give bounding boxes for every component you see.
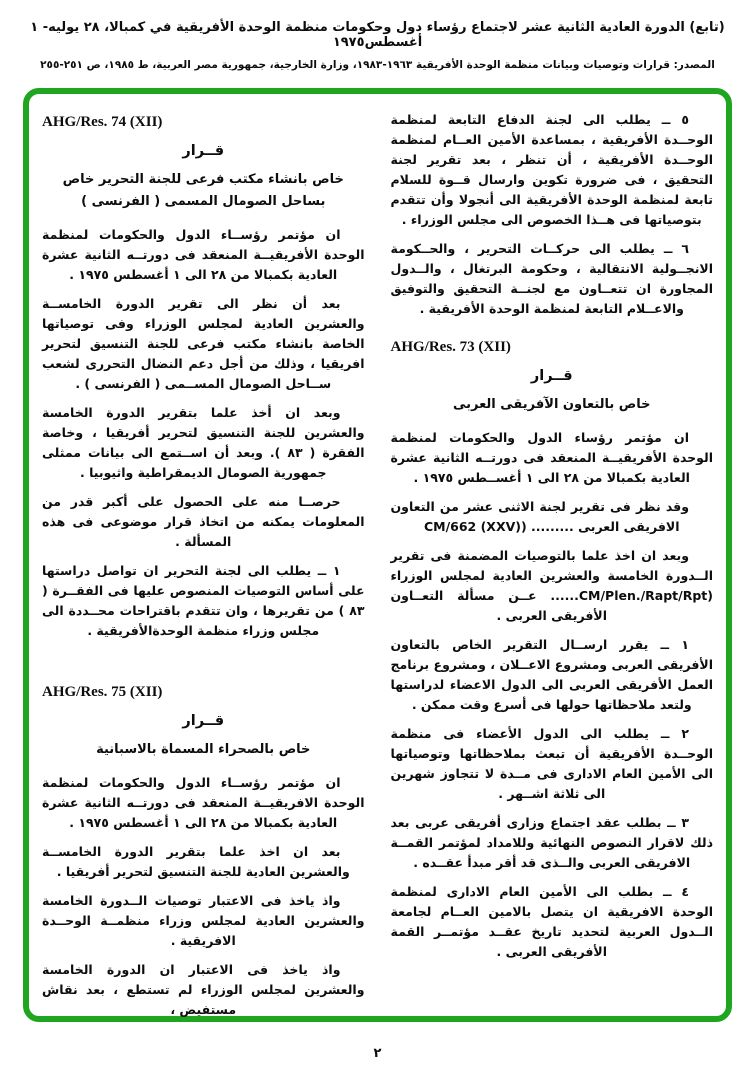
resolution-title-74: قــرار bbox=[182, 143, 225, 159]
page-footer bbox=[0, 1046, 755, 1061]
paragraph: وبعد ان أخذ علما بتقرير الدورة الخامسة والعشرين للجنة التنسيق لتحرير أفريقيا ، وخاصة الفقرة ( ٨٣ ). وبعد أن اســتمع الى بيانات ممثلى جمهورية الصومال الديمقراطية واثيوبيا . bbox=[42, 405, 365, 480]
section-spacer bbox=[42, 650, 365, 664]
page-number: ٢ bbox=[373, 1046, 382, 1061]
green-frame bbox=[23, 88, 732, 1022]
resolution-subtitle-75: خاص بالصحراء المسماة بالاسبانية bbox=[96, 742, 311, 757]
paragraph: ان مؤتمر رؤســاء الدول والحكومات لمنظمة الوحدة الأفريقيــة المنعقد فى دورتــه الثانية عشرة العادية بكمبالا من ٢٨ الى ١ أغسطس ١٩٧٥ . bbox=[42, 227, 365, 282]
column-left bbox=[42, 110, 365, 1017]
resolution-subtitle-73: خاص بالتعاون الآفريقى العربى bbox=[452, 397, 651, 412]
paragraph: بعد ان اخذ علما بتقرير الدورة الخامســة والعشرين العادية للجنة التنسيق لتحرير أفريقيا . bbox=[42, 844, 350, 879]
resolution-code-74: AHG/Res. 74 (XII) bbox=[42, 114, 163, 130]
paragraph-item-3: ٣ ــ بطلب عقد اجتماع وزارى أفريقى عربى بعد ذلك لاقرار النصوص النهائية وللامداد لمؤتمر القمــة الافريقى العربى والــذى قد أقر مبدأ عقــده . bbox=[390, 815, 713, 870]
paragraph-item-1: ١ ــ يقرر ارســال التقرير الخاص بالتعاون الأفريقى العربى ومشروع الاعــلان ، ومشروع برنامج العمل الأفريقى العربى الى الدول الاعضاء لدراستها ولتعد ملاحظاتها حولها فى أسرع وقت ممكن . bbox=[390, 637, 713, 712]
column-right bbox=[391, 110, 714, 1006]
paragraph-item-6: ٦ ــ يطلب الى حركــات التحرير ، والحــكومة الانجــولية الانتقالية ، وحكومة البرتغال ، والــدول المجاورة ان تتعــاون مع لجنــة التحقيق والتوفيق والاعــلام التابعة لمنظمة الوحدة الأفريقية . bbox=[390, 241, 713, 316]
paragraph: وقد نظر فى تقرير لجنة الاثنى عشر من التعاون الافريقى العربى ......... (CM/662 (XXV) bbox=[390, 499, 689, 534]
paragraph-item-2: ٢ ــ يطلب الى الدول الأعضاء فى منظمة الوحــدة الأفريقية أن تبعث بملاحظاتها وتوصياتها الى الأمين العام الادارى فى مــدة لا تتجاوز شهرين الى ثلاثة اشــهر . bbox=[390, 726, 713, 801]
paragraph: ان مؤتمر رؤساء الدول والحكومات لمنظمة الوحدة الأفريقيــة المنعقد فى دورتــه الثانية عشرة العادية بكمبالا من ٢٨ الى ١ أغســطس ١٩٧٥ . bbox=[390, 430, 713, 485]
paragraph: وبعد ان اخذ علما بالتوصيات المضمنة فى تقرير الــدورة الخامسة والعشرين العادية لمجلس الوزراء (CM/Plen./Rapt/Rpt...... عــن مسألة التعــاون الأفريقى العربى . bbox=[390, 548, 713, 623]
paragraph-item-1: ١ ــ يطلب الى لجنة التحرير ان تواصل دراستها على أساس التوصيات المنصوص عليها فى الفقــرة ( ٨٣ ) من تقريرها ، وان تتقدم باقتراحات محــددة الى مجلس وزراء منظمة الوحدةالأفريقية . bbox=[42, 563, 365, 638]
paragraph: بعد أن نظر الى تقرير الدورة الخامســة والعشرين العادية لمجلس الوزراء وفى توصياتها الخاصة بانشاء مكتب فرعى للجنة التنسيق لتحرير افريقيا ، وذلك من أجل دعم النضال التحررى لشعب ســاحل الصومال المســمى ( الفرنسى ) . bbox=[42, 296, 365, 391]
paragraph: حرصــا منه على الحصول على أكبر قدر من المعلومات يمكنه من اتخاذ قرار موضوعى فى هذه المسألة . bbox=[42, 494, 365, 549]
paragraph: واذ ياخذ فى الاعتبار توصيات الــدورة الخامسة والعشرين العادية لمجلس وزراء منظمــة الوحــدة الافريقية . bbox=[42, 893, 365, 948]
header-session-line: (تابع) الدورة العادية الثانية عشر لاجتماع رؤساء دول وحكومات منظمة الوحدة الأفريقية في كمبالا، ٢٨ يوليه- ١ أغسطس١٩٧٥ bbox=[30, 20, 725, 50]
header-source-line: المصدر: قرارات وتوصيات وبيانات منظمة الوحدة الأفريقية ١٩٦٣-١٩٨٣، وزارة الخارجية، جمهورية مصر العربية، ط ١٩٨٥، ص ٢٥١-٢٥٥ bbox=[40, 59, 715, 71]
resolution-subtitle-74: خاص بانشاء مكتب فرعى للجنة التحرير خاص بساحل الصومال المسمى ( الفرنسى ) bbox=[62, 172, 344, 209]
resolution-code-75: AHG/Res. 75 (XII) bbox=[42, 684, 163, 700]
paragraph-item-5: ٥ ــ يطلب الى لجنة الدفاع التابعة لمنظمة الوحــدة الأفريقية ، بمساعدة الأمين العــام لمنظمة الوحــدة الأفريقية ، أن تنظر ، بعد تقرير لجنة التحقيق ، فى ضرورة تكوين وارسال قــوة للسلام تابعة لمنظمة الوحدة الأفريقية الى أنجولا وأن تتقدم بتوصياتها فى هــذا الخصوص الى مجلس الوزراء . bbox=[390, 112, 713, 227]
resolution-title-75: قــرار bbox=[182, 713, 225, 729]
paragraph-item-4: ٤ ــ بطلب الى الأمين العام الادارى لمنظمة الوحدة الافريقية ان يتصل بالامين العــام لجامعة الــدول العربية لتحديد تاريخ عقــد مؤتمــر القمة الأفريقى العربى . bbox=[390, 884, 713, 959]
paragraph: ان مؤتمر رؤســاء الدول والحكومات لمنظمة الوحدة الافريقيــة المنعقد فى دورتــه الثانية عشرة العادية بكمبالا من ٢٨ الى ١ أغسطس ١٩٧٥ . bbox=[42, 775, 365, 830]
two-column-layout bbox=[42, 110, 713, 1017]
resolution-title-73: قــرار bbox=[530, 368, 573, 384]
resolution-code-73: AHG/Res. 73 (XII) bbox=[390, 339, 511, 355]
paragraph: واذ ياخذ فى الاعتبار ان الدورة الخامسة والعشرين لمجلس الوزراء لم تستطع ، بعد نقاش مستفيض ، bbox=[42, 962, 365, 1017]
page-header bbox=[0, 0, 755, 71]
